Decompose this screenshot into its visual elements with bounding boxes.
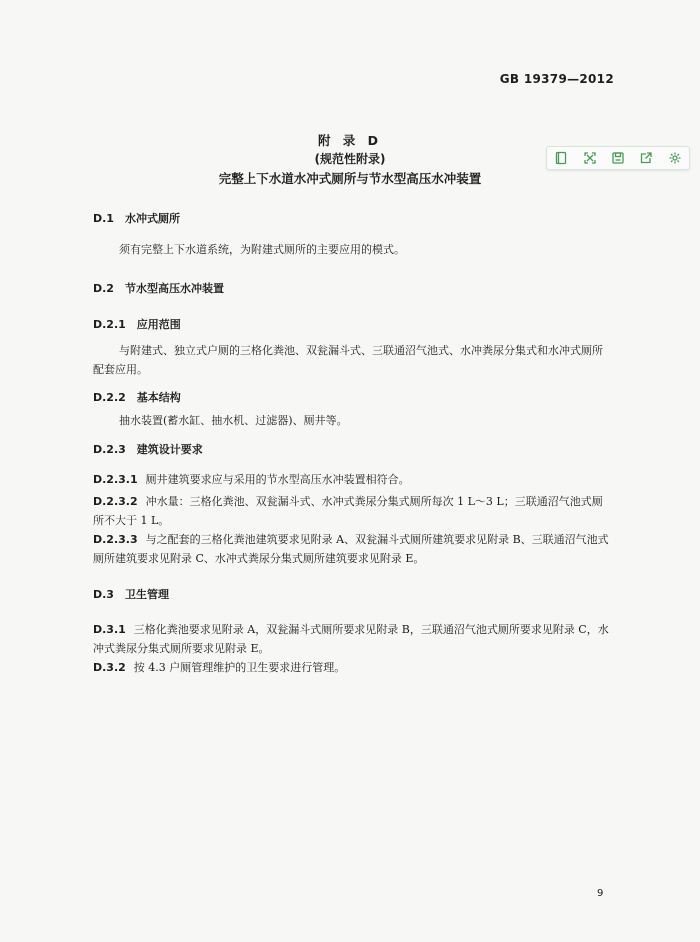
paragraph: 须有完整上下水道系统，为附建式厕所的主要应用的模式。	[119, 243, 405, 256]
clause-number: D.2.3.2	[93, 495, 138, 508]
share-icon[interactable]	[637, 149, 655, 167]
section-heading	[93, 280, 224, 296]
paragraph: 与附建式、独立式户厕的三格化粪池、双瓮漏斗式、三联通沼气池式、水冲粪尿分集式和水冲式厕所配套应用。	[93, 344, 603, 376]
appendix-title: 附 录 D	[317, 133, 383, 148]
clause-text: 厕井建筑要求应与采用的节水型高压水冲装置相符合。	[145, 473, 410, 486]
bookmark-icon[interactable]	[552, 149, 570, 167]
viewer-toolbar	[546, 146, 690, 170]
section-number: D.2	[93, 282, 114, 295]
section-title: 应用范围	[136, 318, 181, 331]
clause-paragraph	[93, 530, 613, 568]
section-title: 水冲式厕所	[124, 212, 180, 225]
section-title: 节水型高压水冲装置	[124, 282, 224, 295]
section-number: D.2.2	[93, 391, 126, 404]
clause-paragraph	[93, 620, 613, 658]
fullscreen-icon[interactable]	[581, 149, 599, 167]
section-title: 基本结构	[136, 391, 181, 404]
settings-icon[interactable]	[666, 149, 684, 167]
section-number: D.2.1	[93, 318, 126, 331]
clause-paragraph	[93, 492, 613, 530]
paragraph: 抽水装置(蓄水缸、抽水机、过滤器)、厕井等。	[119, 414, 348, 427]
section-number: D.2.3	[93, 443, 126, 456]
appendix-subject: 完整上下水道水冲式厕所与节水型高压水冲装置	[218, 171, 482, 186]
section-title: 卫生管理	[124, 588, 169, 601]
section-heading	[93, 586, 169, 602]
clause-number: D.2.3.3	[93, 533, 138, 546]
section-title: 建筑设计要求	[136, 443, 203, 456]
page-number: 9	[597, 888, 604, 899]
clause-text: 冲水量：三格化粪池、双瓮漏斗式、水冲式粪尿分集式厕所每次 1 L～3 L；三联通沼气池式厕所不大于 1 L。	[93, 495, 603, 527]
subsection-heading	[93, 389, 181, 405]
clause-number: D.2.3.1	[93, 473, 138, 486]
clause-paragraph	[93, 658, 613, 677]
section-number: D.1	[93, 212, 114, 225]
clause-text: 按 4.3 户厕管理维护的卫生要求进行管理。	[133, 661, 346, 674]
appendix-type: (规范性附录)	[314, 152, 386, 166]
save-icon[interactable]	[609, 149, 627, 167]
clause-paragraph	[93, 470, 613, 489]
subsection-heading	[93, 441, 203, 457]
clause-text: 三格化粪池要求见附录 A，双瓮漏斗式厕所要求见附录 B，三联通沼气池式厕所要求见附录 C，水冲式粪尿分集式厕所要求见附录 E。	[93, 623, 609, 655]
standard-code: GB 19379—2012	[499, 72, 614, 86]
section-heading	[93, 210, 180, 226]
subsection-heading	[93, 316, 181, 332]
section-number: D.3	[93, 588, 114, 601]
clause-number: D.3.2	[93, 661, 126, 674]
clause-text: 与之配套的三格化粪池建筑要求见附录 A、双瓮漏斗式厕所建筑要求见附录 B、三联通沼气池式厕所建筑要求见附录 C、水冲式粪尿分集式厕所建筑要求见附录 E。	[93, 533, 609, 565]
clause-number: D.3.1	[93, 623, 126, 636]
